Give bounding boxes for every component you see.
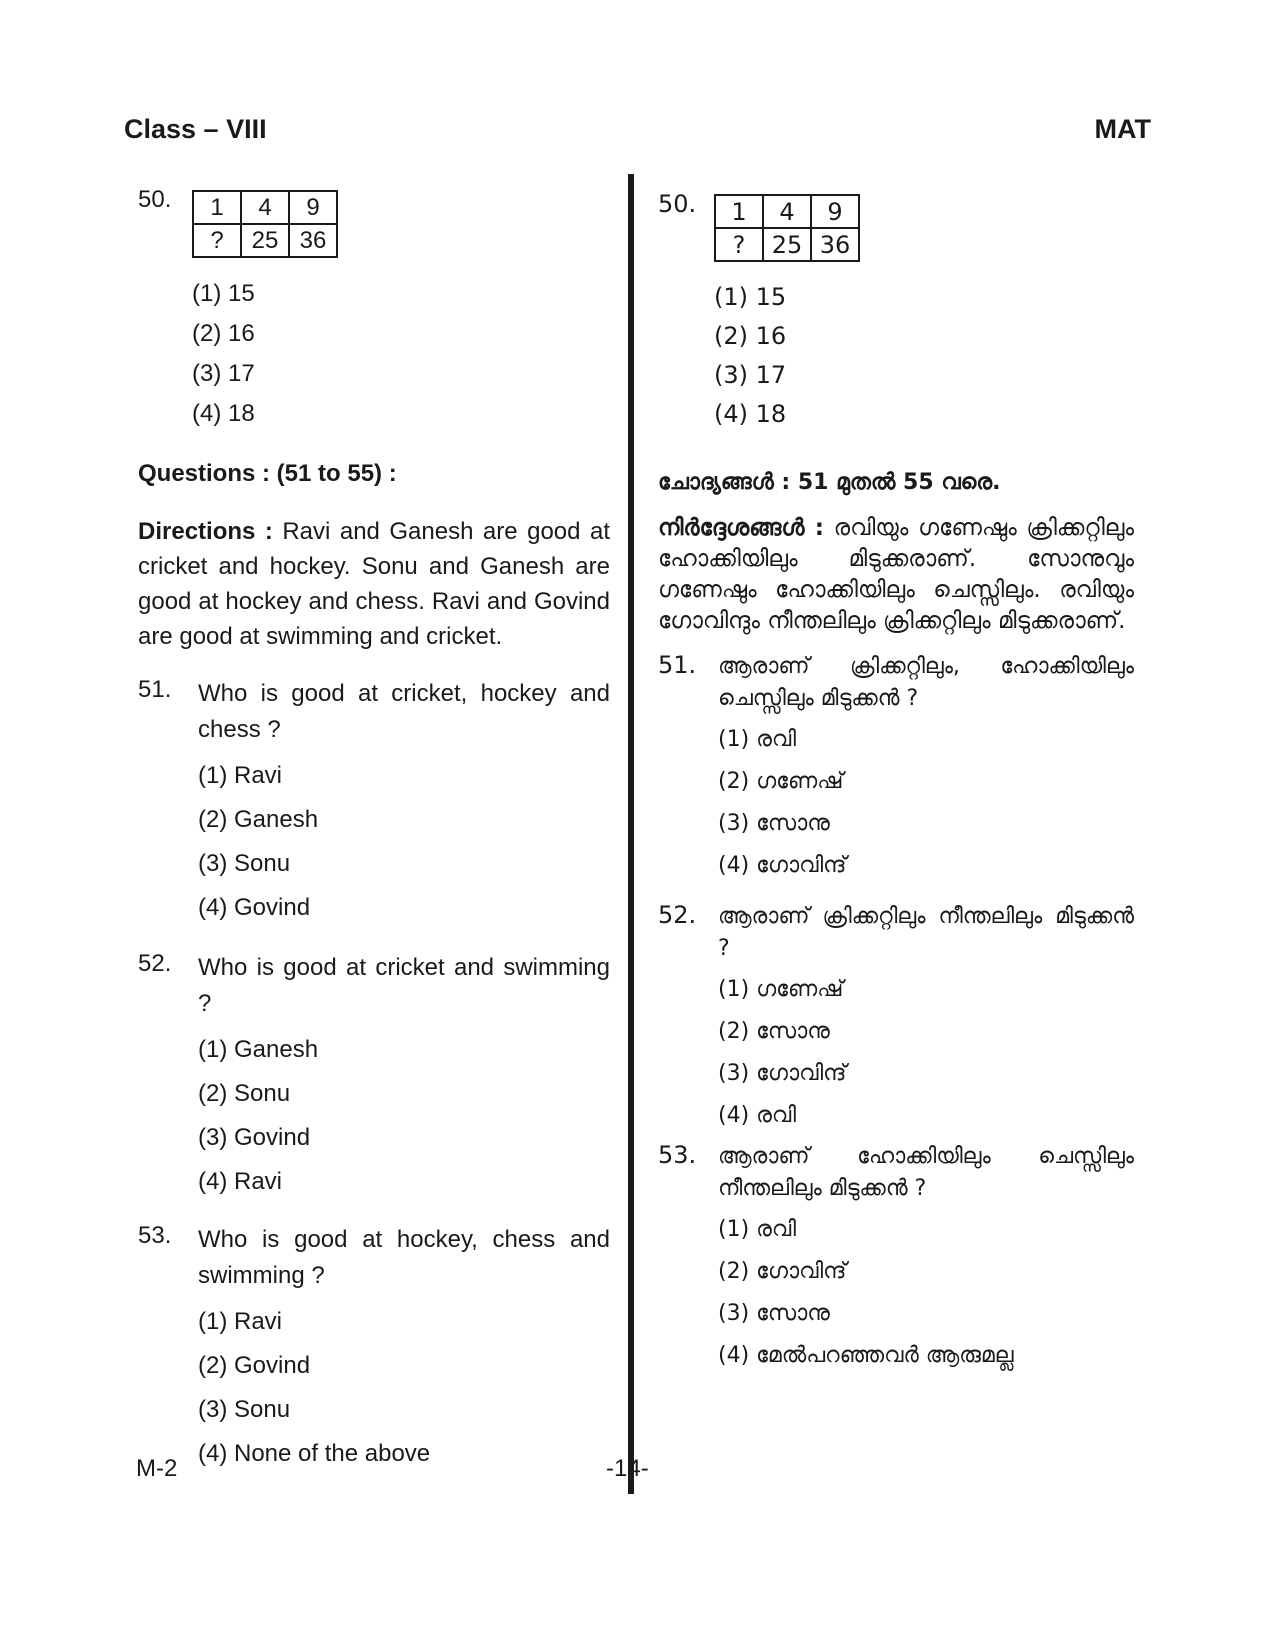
question-text: ആരാണ് ഹോക്കിയിലും ചെസ്സിലും നീന്തലിലും മിടുക്കൻ ?: [718, 1144, 1134, 1201]
directions: [658, 513, 1134, 637]
option: (3) 17: [714, 361, 787, 389]
option: (2) ഗോവിന്ദ്: [718, 1259, 847, 1284]
question-number: 52.: [658, 901, 697, 929]
section-title: ചോദ്യങ്ങൾ : 51 മുതൽ 55 വരെ.: [658, 470, 1001, 495]
directions: [138, 514, 610, 654]
column-divider: [628, 174, 634, 1494]
option: (2) Ganesh: [198, 806, 319, 833]
option: (2) സോനു: [718, 1019, 830, 1044]
grid-cell: 4: [241, 191, 289, 224]
question-text: Who is good at cricket, hockey and chess ?: [198, 680, 610, 743]
question-52-ml: [658, 901, 1134, 1137]
grid-cell: 9: [811, 195, 859, 228]
option: (4) None of the above: [198, 1440, 431, 1467]
question-50-en: [138, 186, 610, 434]
subject-header: MAT: [1094, 114, 1151, 144]
option: (3) സോനു: [718, 1301, 830, 1326]
option: (4) Govind: [198, 894, 311, 921]
number-grid: [714, 194, 860, 262]
grid-cell: 1: [715, 195, 763, 228]
grid-cell: 25: [241, 224, 289, 257]
question-text: ആരാണ് ക്രിക്കറ്റിലും നീന്തലിലും മിടുക്കൻ ?: [718, 904, 1134, 961]
option: (4) മേൽപറഞ്ഞവർ ആരുമല്ല: [718, 1343, 1014, 1368]
option: (3) 17: [192, 360, 255, 387]
grid-cell: 36: [289, 224, 337, 257]
option: (3) ഗോവിന്ദ്: [718, 1061, 847, 1086]
question-text: Who is good at hockey, chess and swimming ?: [198, 1226, 610, 1289]
option: (1) രവി: [718, 1217, 796, 1242]
question-53-en: [138, 1222, 610, 1476]
page-number: -14-: [606, 1455, 649, 1482]
grid-cell: 4: [763, 195, 811, 228]
question-text: ആരാണ് ക്രിക്കറ്റിലും, ഹോക്കിയിലും ചെസ്സിലും മിടുക്കൻ ?: [718, 654, 1134, 711]
question-number: 53.: [138, 1222, 172, 1249]
question-52-en: [138, 950, 610, 1204]
question-53-ml: [658, 1141, 1134, 1377]
question-number: 51.: [658, 651, 697, 679]
directions-label: നിർദ്ദേശങ്ങൾ :: [658, 515, 824, 541]
number-grid: [192, 190, 338, 258]
english-column: [138, 186, 611, 1476]
question-number: 51.: [138, 676, 172, 703]
option: (4) രവി: [718, 1103, 796, 1128]
grid-cell: 9: [289, 191, 337, 224]
option: (2) Govind: [198, 1352, 311, 1379]
option: (4) ഗോവിന്ദ്: [718, 853, 847, 878]
option: (2) Sonu: [198, 1080, 291, 1107]
option: (1) ഗണേഷ്: [718, 977, 844, 1002]
grid-cell: 36: [811, 228, 859, 261]
question-51-ml: [658, 651, 1134, 887]
option: (4) 18: [192, 400, 255, 427]
page-code: M-2: [136, 1455, 178, 1482]
option: (3) Sonu: [198, 850, 291, 877]
question-text: Who is good at cricket and swimming ?: [198, 954, 610, 1017]
question-number: 52.: [138, 950, 172, 977]
question-51-en: [138, 676, 610, 930]
directions-text: Ravi and Ganesh are good at cricket and hockey. Sonu and Ganesh are good at hockey and chess. Ravi and Govind are good at swimming and cricket.: [138, 518, 611, 650]
option: (2) ഗണേഷ്: [718, 769, 844, 794]
option: (4) Ravi: [198, 1168, 283, 1195]
option: (1) Ravi: [198, 762, 283, 789]
option: (1) 15: [714, 283, 787, 311]
grid-cell: ?: [715, 228, 763, 261]
option: (4) 18: [714, 400, 787, 428]
question-number: 53.: [658, 1141, 697, 1169]
question-number: 50.: [658, 190, 697, 218]
option: (1) 15: [192, 280, 255, 307]
option: (1) Ravi: [198, 1308, 283, 1335]
grid-cell: ?: [193, 224, 241, 257]
question-number: 50.: [138, 186, 172, 213]
grid-cell: 1: [193, 191, 241, 224]
question-50-ml: [658, 190, 1134, 434]
option: (3) Sonu: [198, 1396, 291, 1423]
directions-label: Directions :: [138, 518, 273, 545]
malayalam-column: [658, 190, 1134, 1377]
option: (1) രവി: [718, 727, 796, 752]
section-title: Questions : (51 to 55) :: [138, 460, 397, 487]
grid-cell: 25: [763, 228, 811, 261]
class-header: Class – VIII: [124, 114, 267, 144]
directions-text: രവിയും ഗണേഷും ക്രിക്കറ്റിലും ഹോക്കിയിലും മിടുക്കരാണ്. സോനുവും ഗണേഷും ഹോക്കിയിലും ചെസ്സിലും. രവിയും ഗോവിന്ദും നീന്തലിലും ക്രിക്കറ്റിലും മിടുക്കരാണ്.: [658, 515, 1134, 634]
option: (2) 16: [192, 320, 255, 347]
option: (2) 16: [714, 322, 787, 350]
option: (1) Ganesh: [198, 1036, 319, 1063]
option: (3) Govind: [198, 1124, 311, 1151]
option: (3) സോനു: [718, 811, 830, 836]
